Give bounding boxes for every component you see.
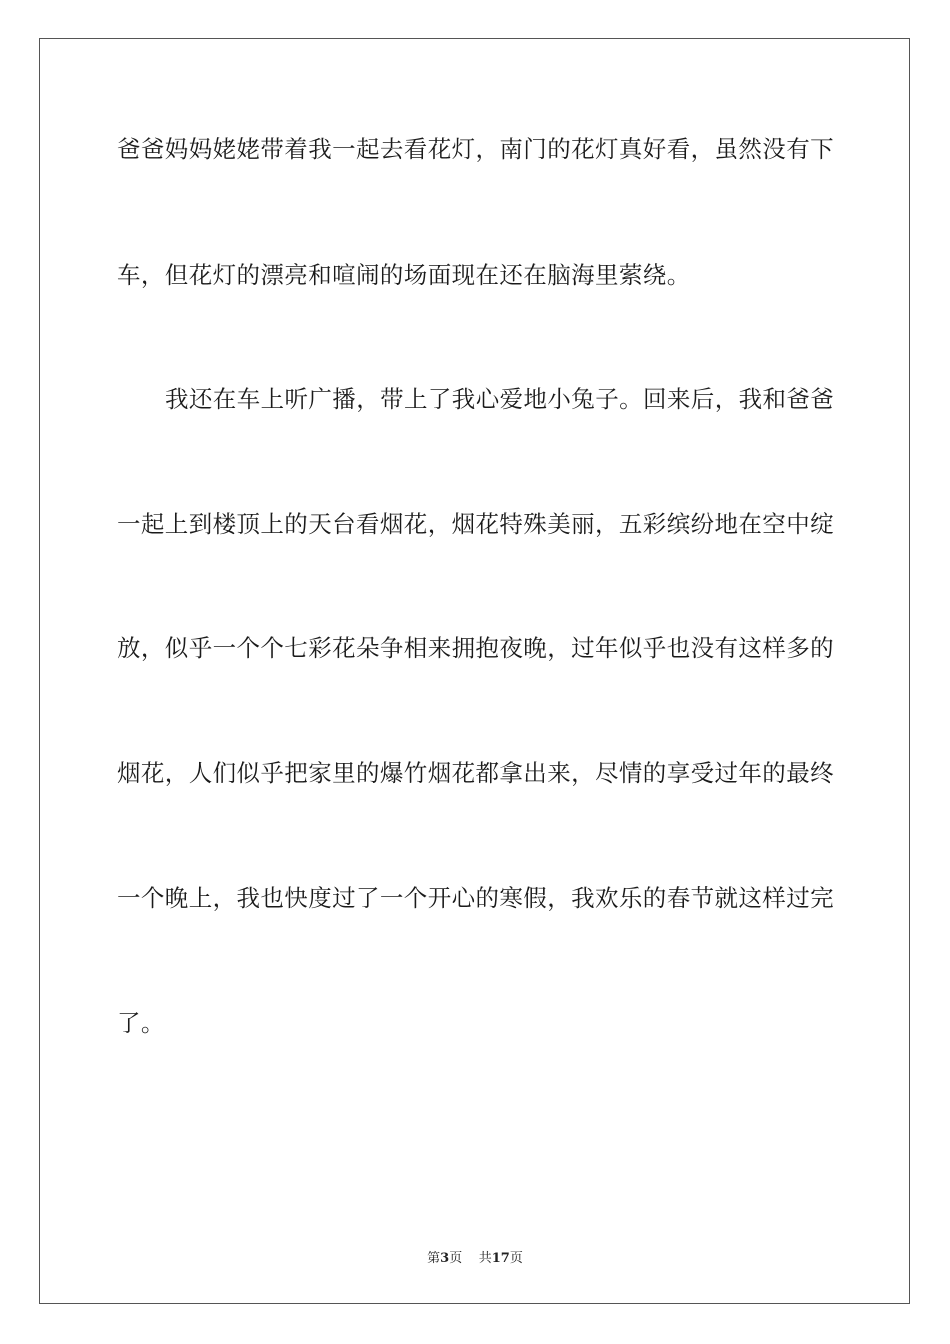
text-line-2: 车，但花灯的漂亮和喧闹的场面现在还在脑海里萦绕。 xyxy=(117,261,691,289)
total-prefix: 共 xyxy=(478,1251,492,1266)
text-line-3: 我还在车上听广播，带上了我心爱地小兔子。回来后，我和爸爸 xyxy=(165,385,835,413)
page-footer xyxy=(0,1247,950,1266)
page-suffix: 页 xyxy=(449,1251,463,1266)
text-line-5: 放，似乎一个个七彩花朵争相来拥抱夜晚，过年似乎也没有这样多的 xyxy=(117,634,834,662)
text-line-4: 一起上到楼顶上的天台看烟花，烟花特殊美丽，五彩缤纷地在空中绽 xyxy=(117,510,834,538)
text-line-8: 了。 xyxy=(117,1009,165,1037)
total-pages: 17 xyxy=(491,1251,510,1266)
total-suffix: 页 xyxy=(509,1251,523,1266)
text-line-1: 爸爸妈妈姥姥带着我一起去看花灯，南门的花灯真好看，虽然没有下 xyxy=(117,135,834,163)
text-line-6: 烟花，人们似乎把家里的爆竹烟花都拿出来，尽情的享受过年的最终 xyxy=(117,759,834,787)
page-border xyxy=(39,38,910,1304)
page-prefix: 第 xyxy=(427,1251,441,1266)
text-line-7: 一个晚上，我也快度过了一个开心的寒假，我欢乐的春节就这样过完 xyxy=(117,884,834,912)
page-number: 3 xyxy=(440,1251,450,1266)
